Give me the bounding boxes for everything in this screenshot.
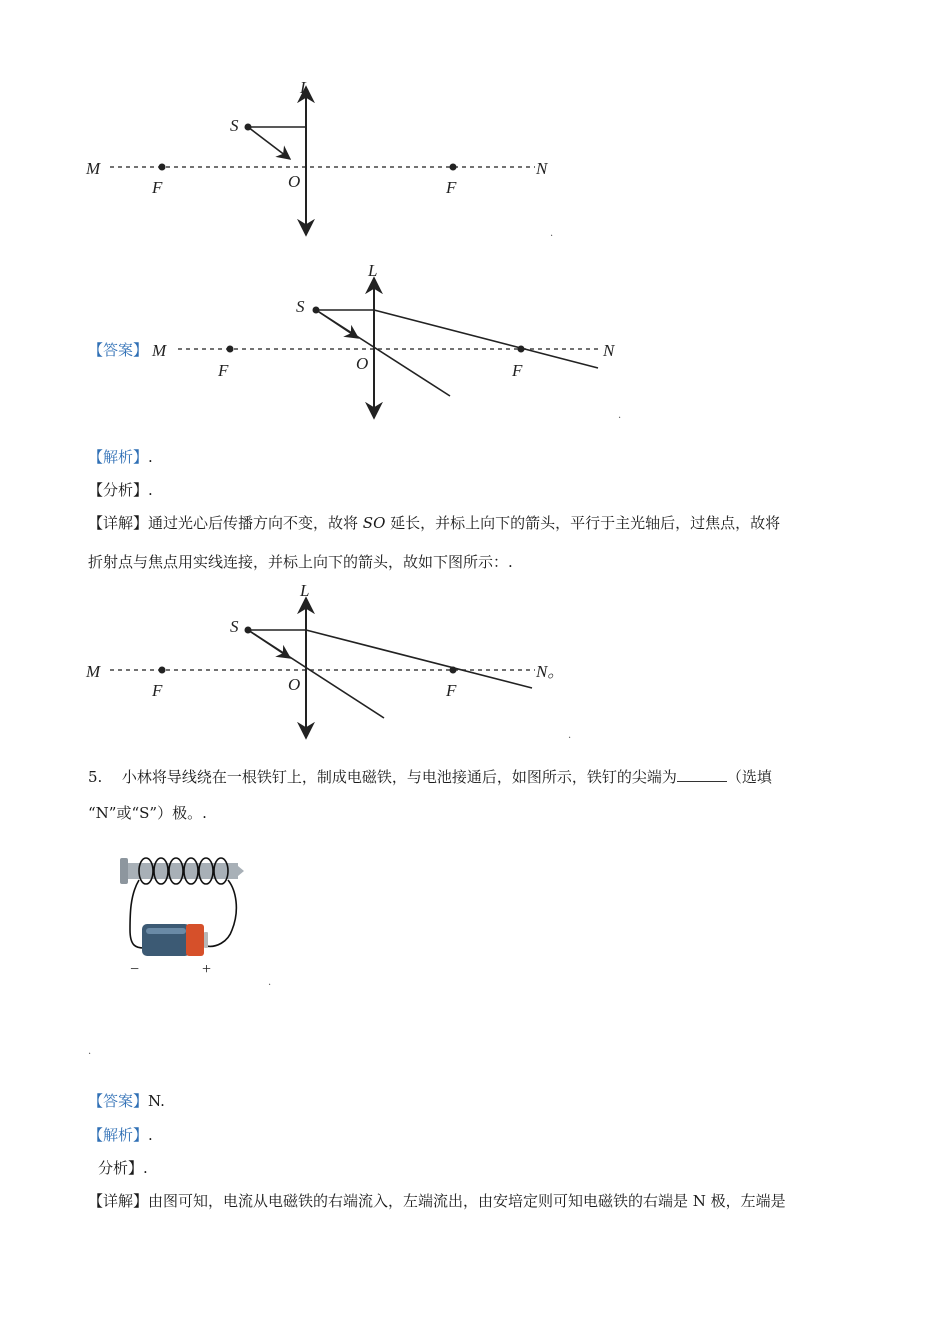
nail-tip (228, 863, 244, 879)
wire-right (206, 880, 236, 946)
label-M: M (86, 159, 101, 178)
jiexi-line-q4 (88, 447, 153, 467)
label-S: S (230, 617, 239, 636)
label-O: O (356, 354, 369, 373)
jiexi-text: . (148, 448, 153, 466)
q5-text-b: （选填 (726, 768, 772, 786)
label-S: S (296, 297, 305, 316)
ray-through-center (316, 310, 450, 396)
focus-left-point (227, 346, 234, 353)
q5-line1 (88, 767, 772, 787)
label-F-left: F (152, 178, 163, 197)
label-M: M (152, 341, 167, 360)
jiexi-line-q5 (88, 1125, 153, 1145)
lens-diagram-answer (148, 258, 628, 428)
xiangjie-text-b: 延长，并标上向下的箭头，平行于主光轴后，过焦点，故将 (385, 514, 781, 532)
jiexi-tag: 【解析】 (88, 448, 149, 466)
q5-line2: “N”或“S”）极。. (88, 804, 207, 822)
lens-diagram-question (80, 75, 580, 250)
label-S: S (230, 116, 239, 135)
answer-tag: 【答案】 (88, 1092, 149, 1110)
dot-mark: . (88, 1046, 92, 1057)
ray-through-center (248, 630, 384, 718)
xiangjie-line2-q4: 折射点与焦点用实线连接，并标上向下的箭头，故如下图所示：. (88, 553, 513, 571)
jiexi-tag: 【解析】 (88, 1126, 149, 1144)
fenxi-text: . (143, 1159, 148, 1177)
answer-tag-q4: 【答案】 (88, 341, 149, 359)
refracted-ray (374, 310, 598, 368)
label-L: L (300, 581, 310, 600)
answer-line-q5 (88, 1091, 165, 1111)
lens-diagram-explanation (80, 578, 580, 748)
answer-text: N. (148, 1092, 165, 1110)
nail-head (120, 858, 128, 884)
label-F-right: F (446, 681, 457, 700)
electromagnet-figure (112, 850, 262, 980)
label-F-left: F (218, 361, 229, 380)
q5-number: 5. (88, 768, 103, 786)
xiangjie-line1-q4 (88, 513, 780, 533)
jiexi-text: . (148, 1126, 153, 1144)
fenxi-tag: 分析】 (98, 1159, 144, 1177)
wire-left (130, 880, 144, 948)
battery-plus-label: + (202, 961, 212, 978)
label-O: O (288, 675, 301, 694)
label-L: L (368, 261, 378, 280)
label-F-left: F (152, 681, 163, 700)
dot-mark: . (268, 977, 272, 988)
label-N: N (536, 159, 548, 178)
xiangjie-text-a: 通过光心后传播方向不变，故将 (148, 514, 363, 532)
xiangjie-tag: 【详解】 (88, 1192, 149, 1210)
label-N-period: N。 (536, 662, 565, 681)
fenxi-line-q4 (88, 480, 153, 500)
dot-mark: . (550, 228, 554, 239)
fenxi-text: . (148, 481, 153, 499)
battery-terminal (204, 932, 208, 948)
label-L: L (300, 78, 310, 97)
answer-blank (677, 767, 727, 782)
dot-mark: . (618, 410, 622, 421)
label-F-right: F (512, 361, 523, 380)
label-F-right: F (446, 178, 457, 197)
focus-left-point (159, 667, 166, 674)
fenxi-tag: 【分析】 (88, 481, 149, 499)
focus-right-point (450, 164, 457, 171)
label-N: N (603, 341, 615, 360)
refracted-ray (306, 630, 532, 688)
label-M: M (86, 662, 101, 681)
xiangjie-tag: 【详解】 (88, 514, 149, 532)
fenxi-line-q5 (98, 1158, 148, 1178)
battery-minus-label: − (130, 961, 140, 978)
xiangjie-text: 由图可知，电流从电磁铁的右端流入，左端流出，由安培定则可知电磁铁的右端是 N 极，左端是 (148, 1192, 786, 1210)
battery-cap (186, 924, 204, 956)
ray-to-center (248, 127, 290, 159)
xiangjie-line-q5 (88, 1191, 786, 1211)
q5-text-a: 小林将导线绕在一根铁钉上，制成电磁铁，与电池接通后，如图所示，铁钉的尖端为 (121, 768, 677, 786)
so-symbol: SO (362, 514, 386, 532)
battery-highlight (146, 928, 186, 934)
wire-coil (139, 858, 228, 884)
focus-left-point (159, 164, 166, 171)
label-O: O (288, 172, 301, 191)
dot-mark: . (568, 730, 572, 741)
